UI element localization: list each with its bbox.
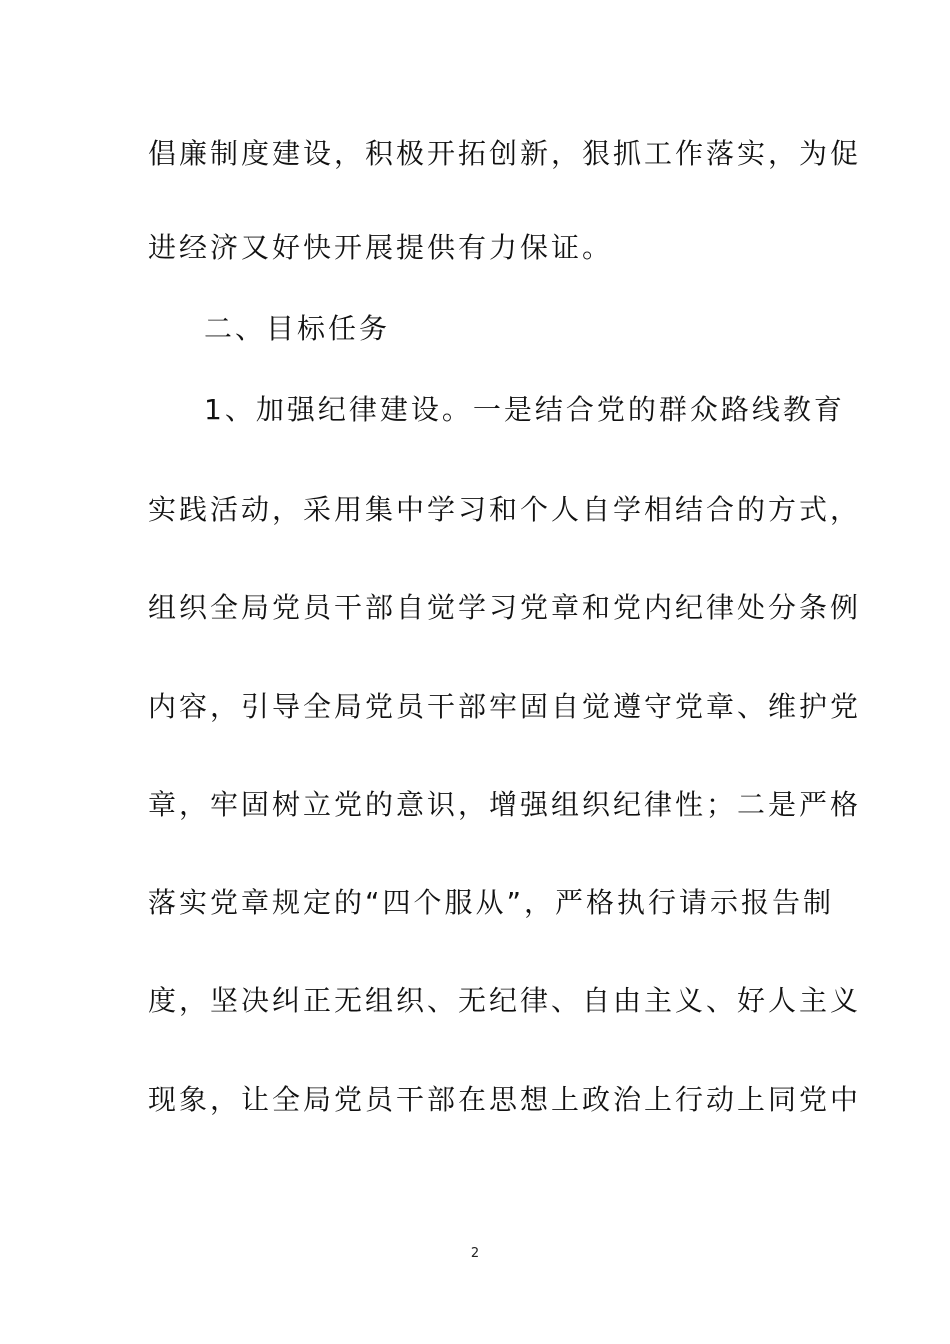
page-number: 2 xyxy=(470,1246,480,1261)
body-text-line: 章，牢固树立党的意识，增强组织纪律性；二是严格 xyxy=(148,788,862,821)
section-heading: 二、目标任务 xyxy=(204,312,391,345)
body-text-line: 倡廉制度建设，积极开拓创新，狠抓工作落实，为促 xyxy=(148,137,862,170)
body-text-line: 实践活动，采用集中学习和个人自学相结合的方式， xyxy=(148,493,862,526)
body-text-line: 现象，让全局党员干部在思想上政治上行动上同党中 xyxy=(148,1083,862,1116)
paragraph-first-line: 1、加强纪律建设。一是结合党的群众路线教育 xyxy=(204,393,845,426)
body-text-line: 内容，引导全局党员干部牢固自觉遵守党章、维护党 xyxy=(148,690,862,723)
body-text-line: 度，坚决纠正无组织、无纪律、自由主义、好人主义 xyxy=(148,984,862,1017)
body-text-line: 进经济又好快开展提供有力保证。 xyxy=(148,231,614,264)
body-text-line: 落实党章规定的“四个服从”，严格执行请示报告制 xyxy=(148,886,835,919)
body-text-line: 组织全局党员干部自觉学习党章和党内纪律处分条例 xyxy=(148,591,862,624)
